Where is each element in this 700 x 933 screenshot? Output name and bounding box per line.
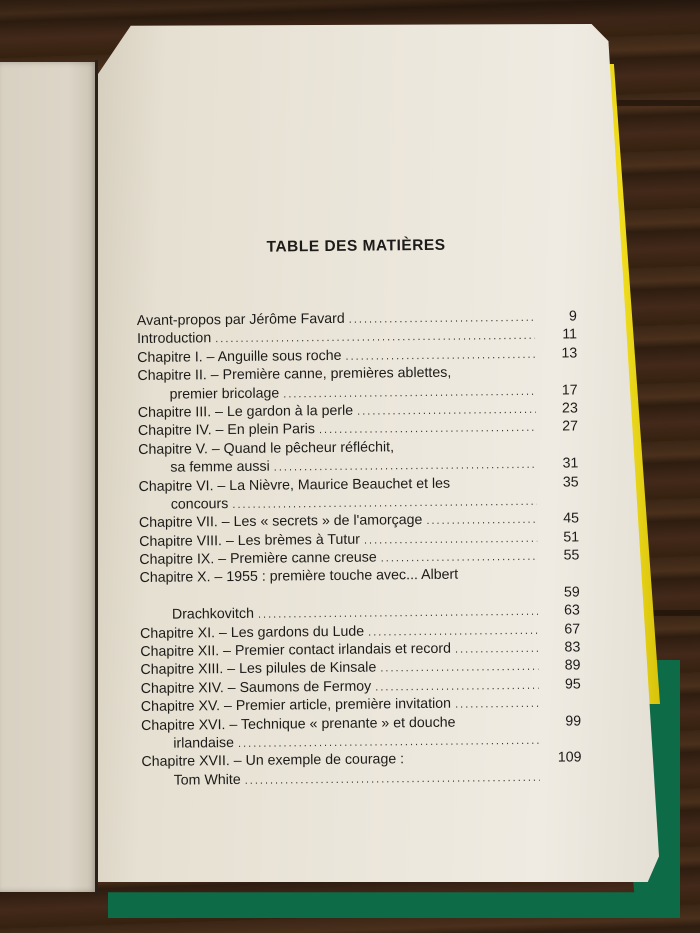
- entry-page: 31: [562, 455, 579, 472]
- entry-page: 59: [563, 584, 580, 601]
- entry-page: 55: [563, 547, 580, 564]
- entry-label: Chapitre VI. – La Nièvre, Maurice Beauchet et les: [138, 475, 451, 495]
- entry-label: irlandaise: [173, 734, 235, 752]
- entry-label: sa femme aussi: [170, 458, 270, 476]
- entry-page: 99: [565, 712, 582, 730]
- entry-page: 17: [561, 381, 578, 399]
- entry-page: 23: [561, 400, 578, 417]
- entry-label: Chapitre II. – Première canne, premières ablettes,: [137, 364, 452, 385]
- dot-leader: [345, 346, 535, 366]
- dot-leader: [357, 401, 536, 421]
- entry-label: Chapitre XIII. – Les pilules de Kinsale: [140, 659, 377, 679]
- entry-label: Chapitre IV. – En plein Paris: [137, 421, 315, 440]
- dot-leader: [381, 548, 538, 568]
- toc-entry: [141, 694, 581, 717]
- entry-label: Drachkovitch: [171, 606, 255, 623]
- dot-leader: [375, 677, 539, 697]
- entry-label: Chapitre V. – Quand le pêcheur réfléchit,: [138, 439, 395, 458]
- entry-label: Introduction: [136, 330, 212, 348]
- page-title: TABLE DES MATIÈRES: [266, 236, 446, 256]
- dot-leader: [349, 309, 535, 329]
- entry-page: 83: [564, 639, 581, 656]
- table-of-contents: [136, 235, 582, 790]
- entry-page: 67: [564, 621, 581, 638]
- dot-leader: [380, 658, 538, 678]
- entry-page: 13: [561, 345, 578, 362]
- entry-label: Chapitre XIV. – Saumons de Fermoy: [140, 678, 372, 697]
- entry-label: Chapitre VIII. – Les brèmes à Tutur: [139, 531, 361, 550]
- entry-page: 45: [563, 510, 580, 527]
- dot-leader: [426, 511, 537, 531]
- toc-entry-continuation: [142, 767, 582, 790]
- entry-page: 95: [564, 676, 581, 693]
- entry-label: Tom White: [173, 771, 241, 789]
- dot-leader: [455, 695, 539, 714]
- book-gutter: [95, 60, 98, 895]
- toc-entry-continuation: [141, 730, 581, 753]
- entry-label: concours: [170, 495, 229, 513]
- entry-page: 35: [562, 473, 579, 491]
- entry-label: Chapitre XII. – Premier contact irlandais et record: [140, 640, 452, 661]
- entry-label: Chapitre XV. – Premier article, première invitation: [140, 695, 452, 716]
- toc-entry: [137, 344, 577, 367]
- entry-page: 63: [564, 602, 580, 619]
- left-page: [0, 62, 97, 892]
- entry-page: 27: [562, 418, 579, 435]
- entry-label: Chapitre IX. – Première canne creuse: [139, 549, 377, 569]
- entry-page: 51: [563, 529, 580, 546]
- entry-page: 11: [562, 326, 578, 343]
- entry-label: Chapitre XI. – Les gardons du Lude: [140, 623, 365, 642]
- toc-entry-continuation: [138, 455, 578, 478]
- entry-label: Chapitre XVII. – Un exemple de courage :: [141, 751, 405, 771]
- entry-page: 89: [564, 657, 581, 674]
- entry-label: Chapitre XVI. – Technique « prenante » et douche: [141, 714, 456, 734]
- dot-leader: [245, 769, 540, 790]
- dot-leader: [368, 621, 538, 641]
- entry-page: 9: [568, 308, 577, 325]
- entry-label: premier bricolage: [169, 385, 280, 403]
- entry-page: 109: [557, 749, 582, 766]
- dot-leader: [455, 640, 539, 659]
- entry-label: Chapitre I. – Anguille sous roche: [137, 347, 342, 366]
- toc-entry: [138, 418, 578, 441]
- dot-leader: [319, 419, 536, 440]
- entry-label: Chapitre III. – Le gardon à la perle: [137, 402, 354, 421]
- toc-entry: [139, 546, 579, 569]
- dot-leader: [364, 530, 537, 550]
- entry-label: Chapitre X. – 1955 : première touche avec... Albert: [139, 567, 459, 587]
- entry-label: Avant-propos par Jérôme Favard: [136, 310, 345, 329]
- entry-label: Chapitre VII. – Les « secrets » de l'amorçage: [138, 512, 423, 532]
